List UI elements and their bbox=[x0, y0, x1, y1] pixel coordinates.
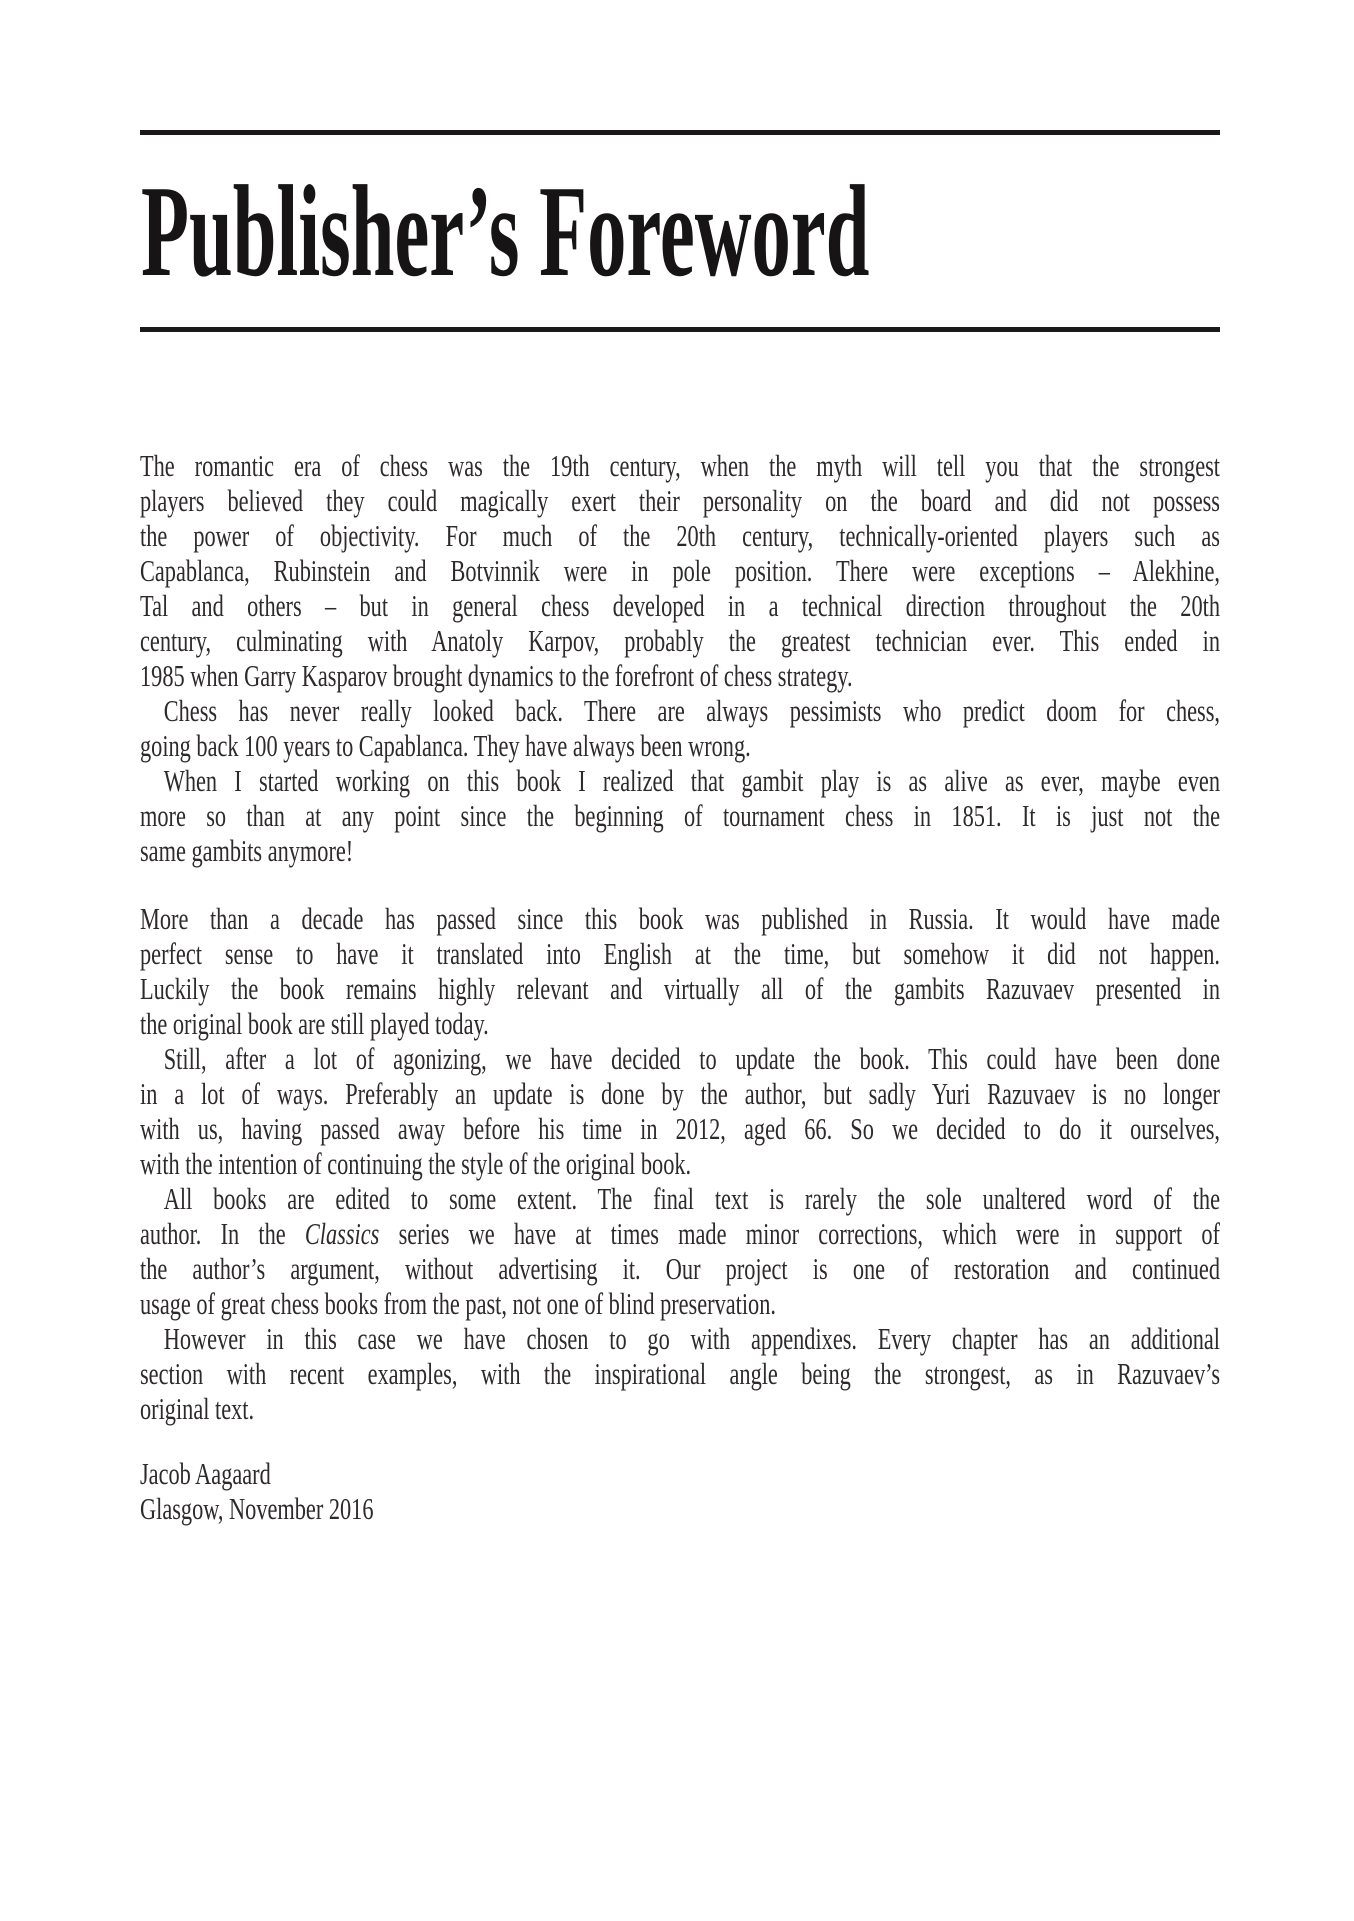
text-line: All books are edited to some extent. The final text is rarely the sole unaltered word of the bbox=[163, 1181, 1220, 1216]
foreword-body bbox=[140, 448, 1220, 1526]
text-line: When I started working on this book I realized that gambit play is as alive as ever, maybe even bbox=[163, 763, 1220, 798]
text-line: going back 100 years to Capablanca. They have always been wrong. bbox=[140, 728, 751, 763]
bottom-rule bbox=[140, 327, 1220, 332]
text-line: century, culminating with Anatoly Karpov, probably the greatest technician ever. This ended in bbox=[140, 623, 1220, 658]
top-rule bbox=[140, 130, 1220, 135]
foreword-section-1 bbox=[140, 448, 1220, 868]
signature-block bbox=[140, 1456, 1220, 1526]
text-line: with the intention of continuing the style of the original book. bbox=[140, 1146, 692, 1181]
paragraph bbox=[140, 763, 1220, 868]
text-line: original text. bbox=[140, 1391, 255, 1426]
paragraph bbox=[140, 693, 1220, 763]
text-line: the author’s argument, without advertising it. Our project is one of restoration and continued bbox=[140, 1251, 1220, 1286]
text-line: the original book are still played today. bbox=[140, 1006, 489, 1041]
text-line: Still, after a lot of agonizing, we have decided to update the book. This could have been done bbox=[163, 1041, 1220, 1076]
text-line: more so than at any point since the beginning of tournament chess in 1851. It is just not the bbox=[140, 798, 1220, 833]
text-line: with us, having passed away before his time in 2012, aged 66. So we decided to do it ourselves, bbox=[140, 1111, 1220, 1146]
paragraph bbox=[140, 901, 1220, 1041]
text-line: More than a decade has passed since this book was published in Russia. It would have made bbox=[140, 901, 1220, 936]
text-line: Capablanca, Rubinstein and Botvinnik were in pole position. There were exceptions – Alekhine, bbox=[140, 553, 1220, 588]
text-line: in a lot of ways. Preferably an update is done by the author, but sadly Yuri Razuvaev is no longer bbox=[140, 1076, 1220, 1111]
text-line: author. In the Classics series we have at times made minor corrections, which were in support of bbox=[140, 1216, 1220, 1251]
text-line: However in this case we have chosen to go with appendixes. Every chapter has an additional bbox=[163, 1321, 1220, 1356]
text-line: section with recent examples, with the inspirational angle being the strongest, as in Razuvaev’s bbox=[140, 1356, 1220, 1391]
paragraph bbox=[140, 1321, 1220, 1426]
text-line: same gambits anymore! bbox=[140, 833, 354, 868]
paragraph bbox=[140, 1041, 1220, 1181]
paragraph bbox=[140, 448, 1220, 693]
text-line: The romantic era of chess was the 19th century, when the myth will tell you that the strongest bbox=[140, 448, 1220, 483]
text-line: players believed they could magically exert their personality on the board and did not possess bbox=[140, 483, 1220, 518]
signature-author: Jacob Aagaard bbox=[140, 1456, 271, 1491]
text-line: Tal and others – but in general chess developed in a technical direction throughout the 20th bbox=[140, 588, 1220, 623]
text-line: 1985 when Garry Kasparov brought dynamics to the forefront of chess strategy. bbox=[140, 658, 853, 693]
signature-place-date: Glasgow, November 2016 bbox=[140, 1491, 374, 1526]
text-line: perfect sense to have it translated into English at the time, but somehow it did not happen. bbox=[140, 936, 1220, 971]
paragraph bbox=[140, 1181, 1220, 1321]
text-line: usage of great chess books from the past, not one of blind preservation. bbox=[140, 1286, 776, 1321]
text-line: Chess has never really looked back. There are always pessimists who predict doom for chess, bbox=[163, 693, 1220, 728]
text-line: Luckily the book remains highly relevant and virtually all of the gambits Razuvaev presented in bbox=[140, 971, 1220, 1006]
chapter-title: Publisher’s Foreword bbox=[141, 159, 870, 304]
text-line: the power of objectivity. For much of the 20th century, technically-oriented players such as bbox=[140, 518, 1220, 553]
foreword-section-2 bbox=[140, 901, 1220, 1426]
